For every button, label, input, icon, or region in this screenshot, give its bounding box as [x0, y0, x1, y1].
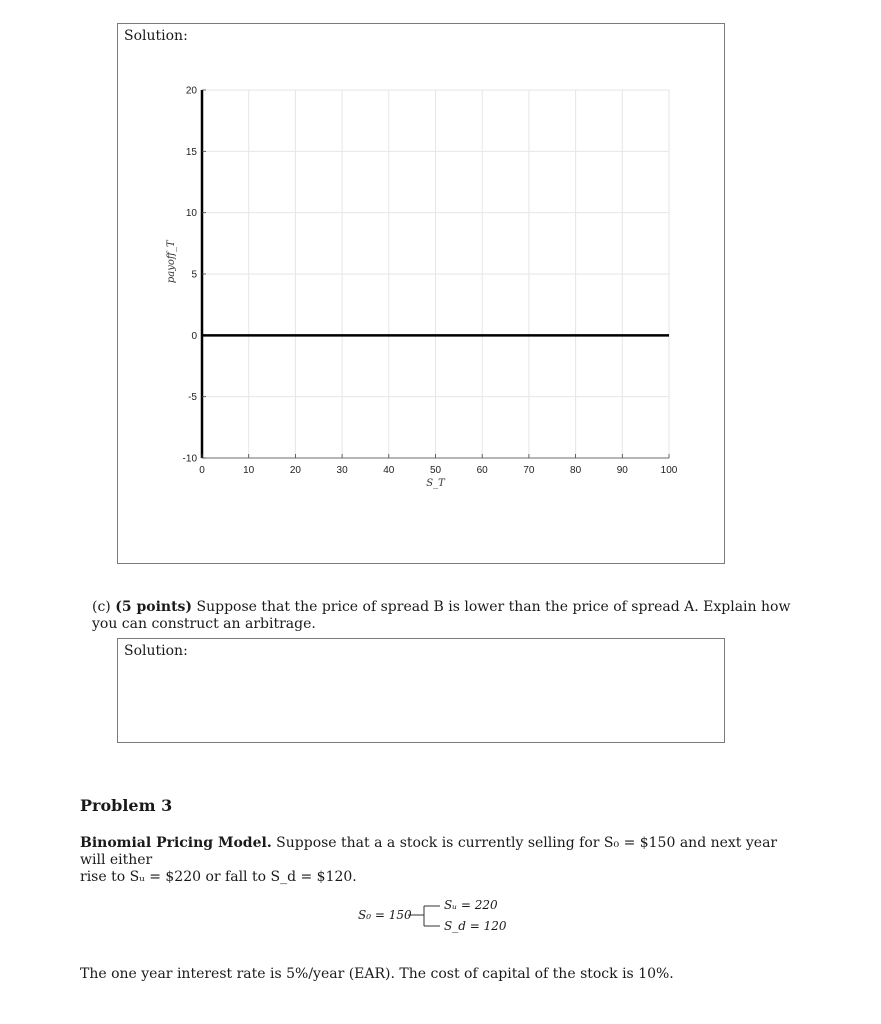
y-tick-label: -5: [188, 392, 197, 404]
x-tick-label: 70: [523, 465, 535, 476]
x-axis-label: S_T: [426, 478, 445, 489]
x-tick-label: 0: [199, 465, 205, 476]
y-tick-label: -10: [182, 453, 197, 465]
y-tick-label: 15: [185, 146, 197, 158]
tree-down-node: S_d = 120: [444, 919, 507, 933]
problem-3-description: [80, 835, 800, 886]
x-tick-label: 90: [616, 465, 628, 476]
tree-up-node: Sᵤ = 220: [444, 898, 498, 912]
x-tick-label: 60: [476, 465, 488, 476]
y-tick-label: 20: [185, 85, 197, 97]
y-tick-label: 10: [185, 208, 197, 220]
interest-rate-text: The one year interest rate is 5%/year (EAR). The cost of capital of the stock is 10%.: [80, 966, 674, 982]
x-tick-label: 50: [429, 465, 442, 476]
x-tick-label: 40: [383, 465, 395, 476]
part-c-text: Suppose that the price of spread B is lower than the price of spread A. Explain how you can construct an arbitrage.: [92, 599, 791, 632]
x-tick-label: 80: [570, 465, 582, 476]
x-tick-label: 30: [336, 465, 348, 476]
solution-label: Solution:: [124, 28, 188, 44]
problem-3-line-2: rise to Sᵤ = $220 or fall to S_d = $120.: [80, 869, 357, 885]
chart-grid: [202, 90, 669, 458]
model-title: Binomial Pricing Model.: [80, 835, 272, 851]
tree-root: S₀ = 150: [358, 908, 412, 922]
chart-ticks: [183, 86, 678, 477]
part-c-label: (c): [92, 599, 111, 615]
x-tick-label: 20: [289, 465, 301, 476]
y-axis-label: payoff_T: [166, 240, 177, 284]
problem-3-heading: Problem 3: [80, 796, 173, 815]
part-c-question: [92, 599, 792, 633]
x-tick-label: 100: [660, 465, 678, 476]
payoff-chart: [140, 78, 700, 498]
tree-branches: [408, 898, 448, 938]
solution-label-2: Solution:: [124, 643, 188, 659]
y-tick-label: 0: [191, 330, 197, 342]
y-tick-label: 5: [191, 269, 197, 281]
solution-box-answer[interactable]: [117, 638, 725, 743]
x-tick-label: 10: [243, 465, 255, 476]
part-c-points: (5 points): [115, 599, 193, 615]
problem-3-line-1: Suppose that a a stock is currently selling for S₀ = $150 and next year will either: [80, 835, 778, 868]
